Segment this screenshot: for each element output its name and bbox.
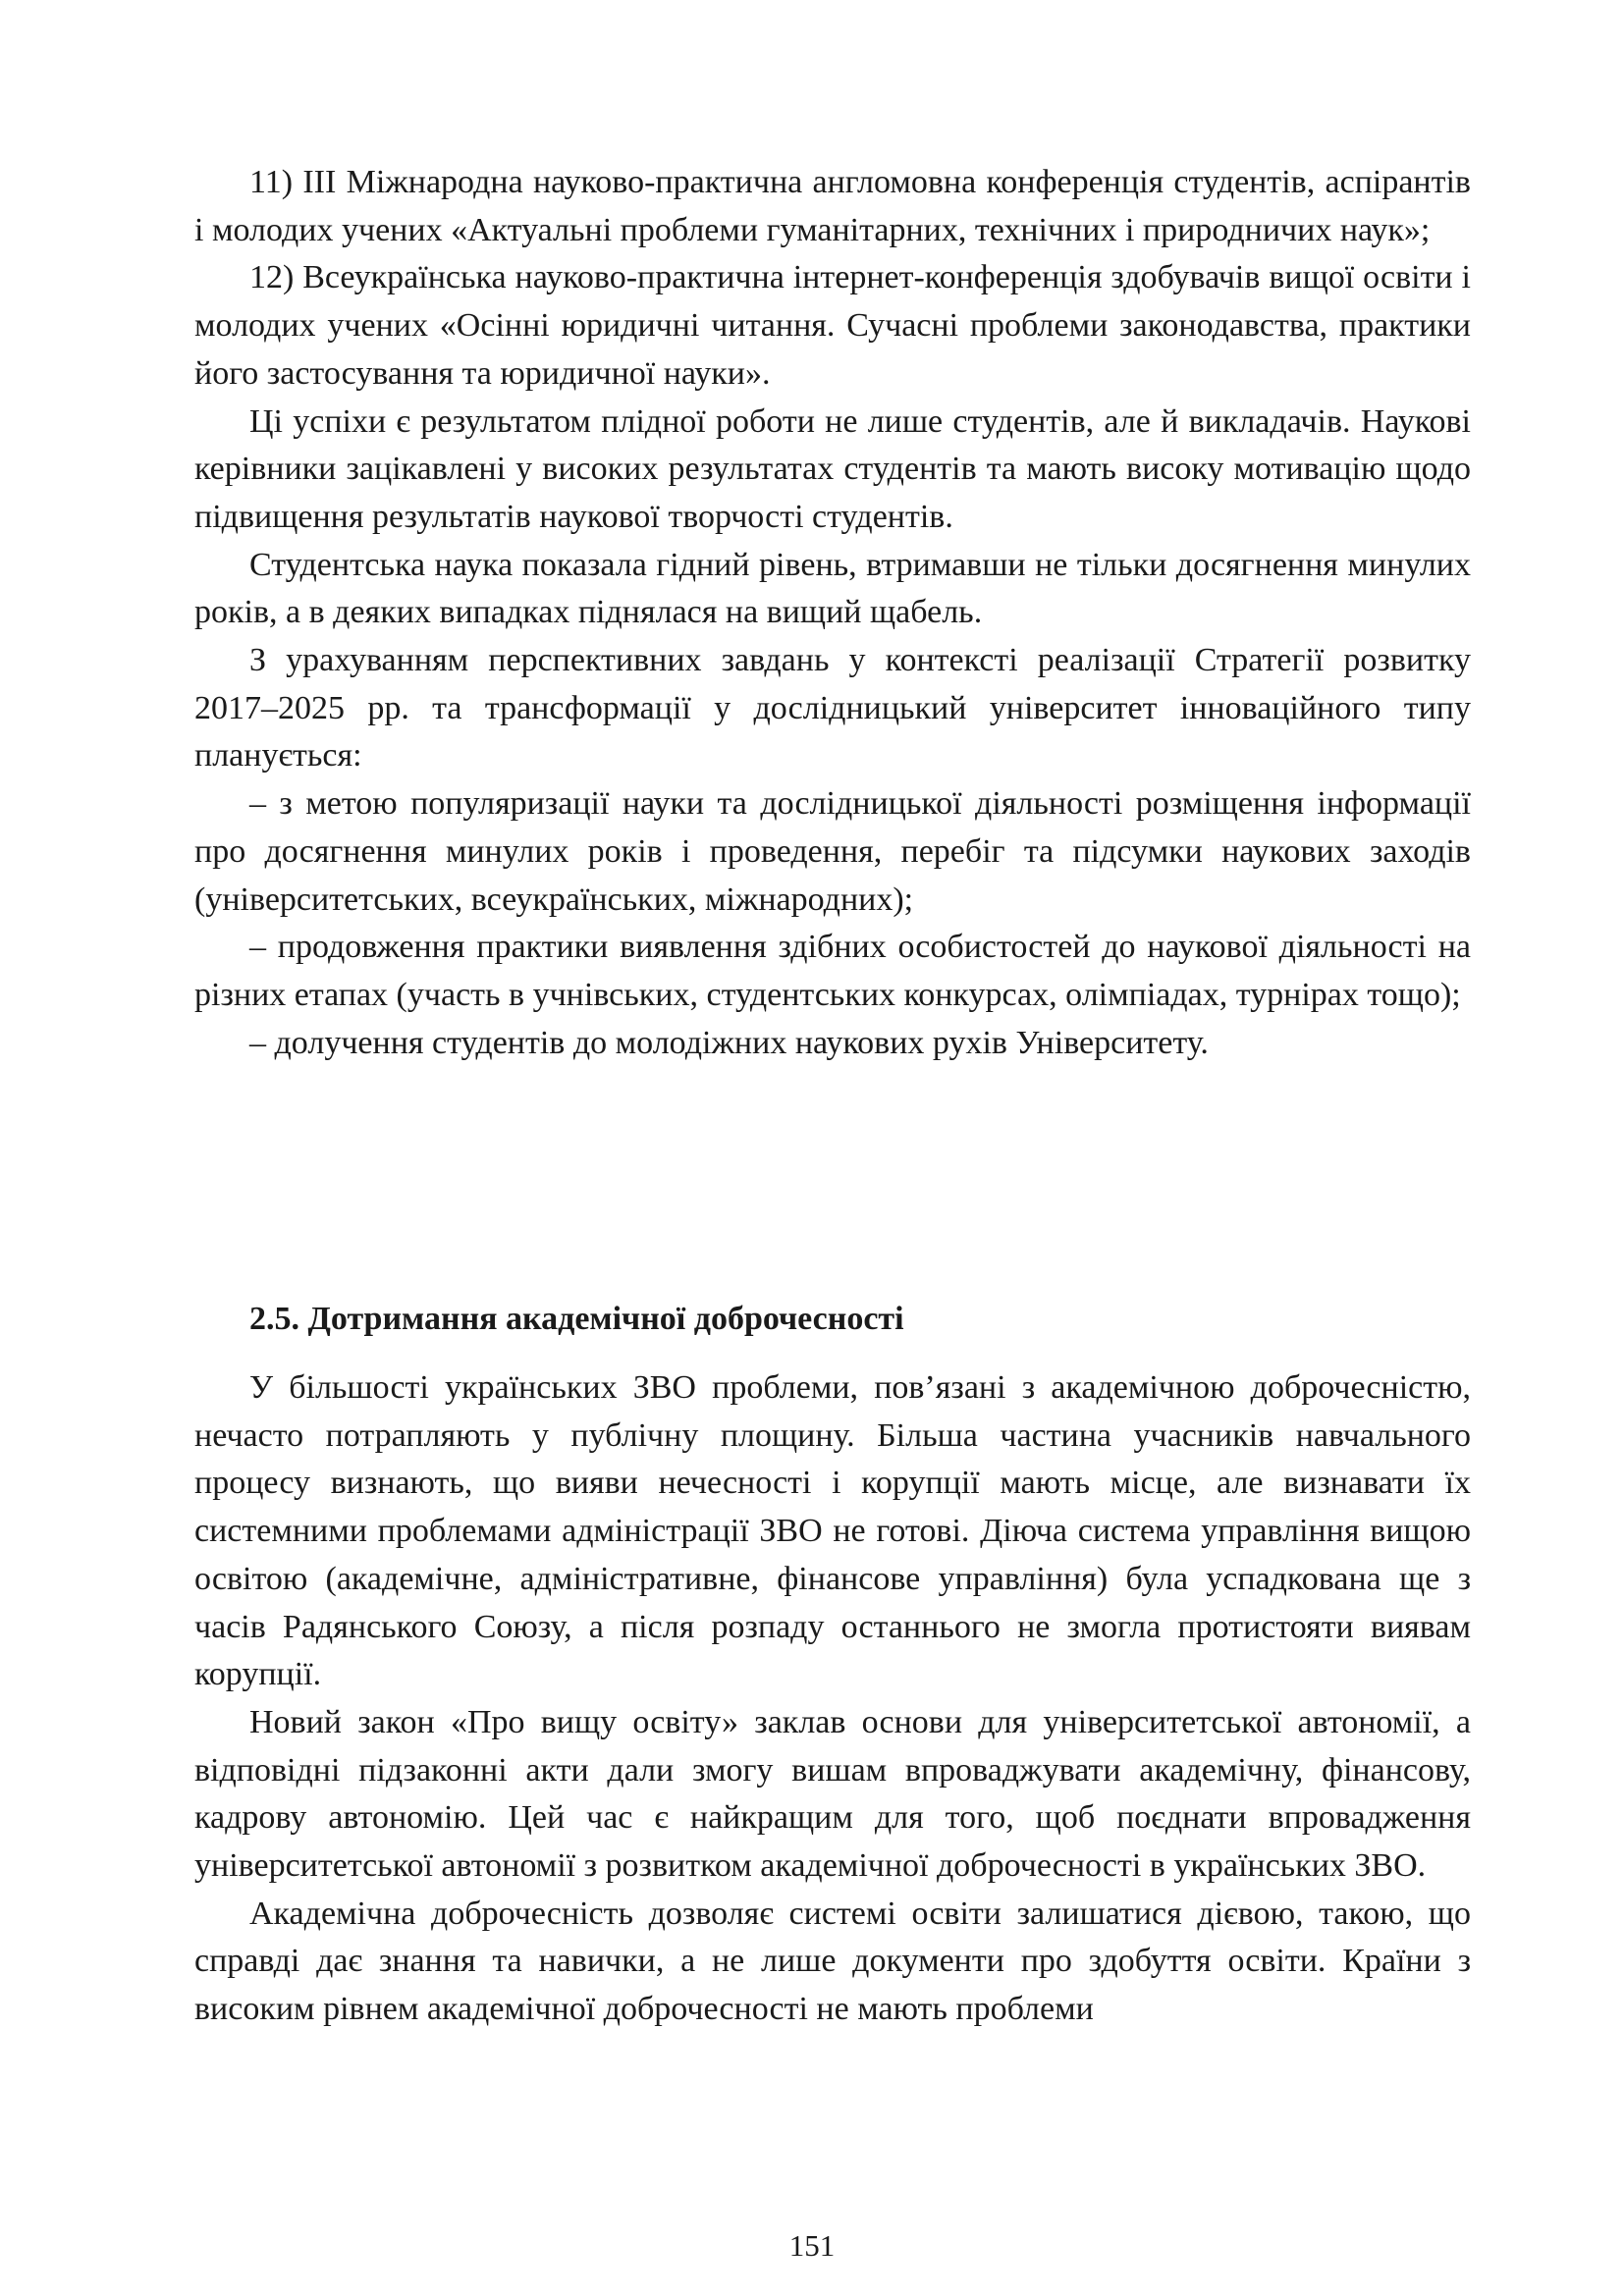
section-text-block (194, 1364, 1471, 2034)
paragraph-plans-intro: З урахуванням перспективних завдань у контексті реалізації Стратегії розвитку 2017–2025 рр. та трансформації у дослідницький університет інноваційного типу планується: (194, 642, 1471, 774)
plan-item-popularization: – з метою популяризації науки та дослідницької діяльності розміщення інформації про досягнення минулих років і проведення, перебіг та підсумки наукових заходів (університетських, всеукраїнських, міжнародних); (194, 785, 1471, 918)
paragraph-success: Ці успіхи є результатом плідної роботи не лише студентів, але й викладачів. Наукові керівники зацікавлені у високих результатах студентів та мають високу мотивацію щодо підвищення результатів наукової творчості студентів. (194, 402, 1471, 535)
paragraph-new-law: Новий закон «Про вищу освіту» заклав основи для університетської автономії, а відповідні підзаконні акти дали змогу вишам впроваджувати академічну, фінансову, кадрову автономію. Цей час є найкращим для того, щоб поєднати впровадження університетської автономії з розвитком академічної доброчесності в українських ЗВО. (194, 1703, 1471, 1885)
section-heading: 2.5. Дотримання академічної доброчесності (249, 1301, 904, 1337)
page-number: 151 (788, 2228, 836, 2263)
list-item-12: 12) Всеукраїнська науково-практична інтернет-конференція здобувачів вищої освіти і молодих учених «Осінні юридичні читання. Сучасні проблеми законодавства, практики його застосування та юридичної науки». (194, 259, 1471, 392)
plan-item-youth-movements: – долучення студентів до молодіжних наукових рухів Університету. (249, 1024, 1209, 1061)
paragraph-student-science: Студентська наука показала гідний рівень, втримавши не тільки досягнення минулих років, а в деяких випадках піднялася на вищий щабель. (194, 546, 1471, 631)
plan-item-talent-identification: – продовження практики виявлення здібних особистостей до наукової діяльності на різних етапах (участь в учнівських, студентських конкурсах, олімпіадах, турнірах тощо); (194, 929, 1471, 1013)
paragraph-integrity-benefits: Академічна доброчесність дозволяє системі освіти залишатися дієвою, такою, що справді дає знання та навички, а не лише документи про здобуття освіти. Країни з високим рівнем академічної доброчесності не мають проблеми (194, 1895, 1471, 2028)
list-item-11: 11) ІІІ Міжнародна науково-практична англомовна конференція студентів, аспірантів і молодих учених «Актуальні проблеми гуманітарних, технічних і природничих наук»; (194, 164, 1471, 248)
top-text-block (194, 159, 1471, 1067)
paragraph-integrity-problems: У більшості українських ЗВО проблеми, пов’язані з академічною доброчесністю, нечасто потрапляють у публічну площину. Більша частина учасників навчального процесу визнають, що вияви нечесності і корупції мають місце, але визнавати їх системними проблемами адміністрації ЗВО не готові. Діюча система управління вищою освітою (академічне, адміністративне, фінансове управління) була успадкована ще з часів Радянського Союзу, а після розпаду останнього не змогла протистояти виявам корупції. (194, 1369, 1471, 1693)
